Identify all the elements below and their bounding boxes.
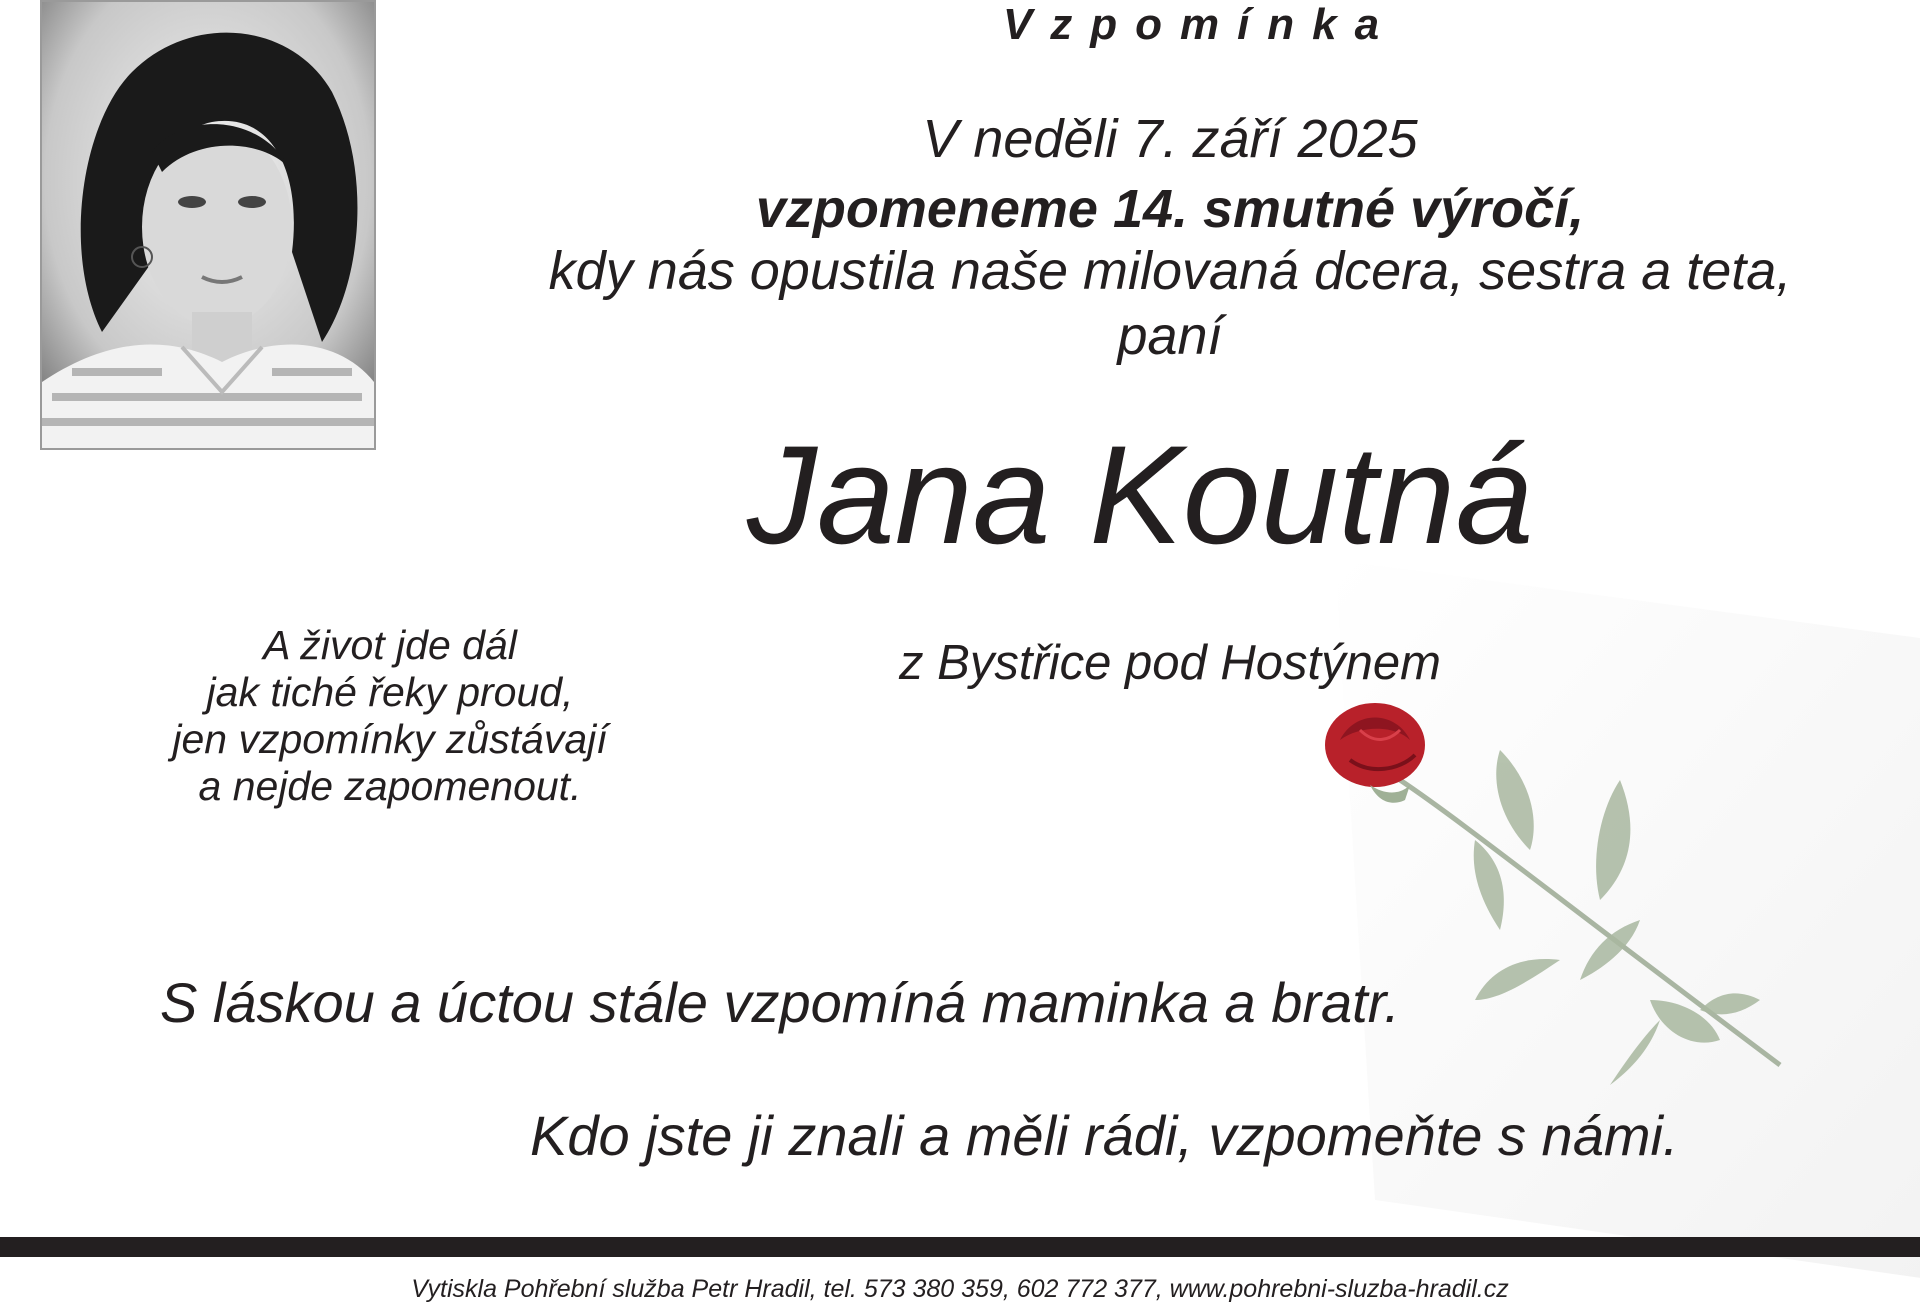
printer-credit: Vytiskla Pohřební služba Petr Hradil, tel. 573 380 359, 602 772 377, www.pohrebni-sluzba-hradil.cz — [411, 1275, 1509, 1303]
relationship-statement: kdy nás opustila naše milovaná dcera, sestra a teta, — [548, 241, 1792, 301]
poem-line: jak tiché řeky proud, — [206, 669, 574, 715]
honorific: paní — [1117, 306, 1223, 366]
memorial-poem — [100, 622, 680, 810]
divider — [0, 1237, 1920, 1257]
anniversary-statement: vzpomeneme 14. smutné výročí, — [755, 179, 1585, 239]
place-of-origin: z Bystřice pod Hostýnem — [899, 636, 1441, 690]
poem-line: A život jde dál — [263, 622, 517, 668]
poem-line: jen vzpomínky zůstávají — [172, 716, 608, 762]
portrait-image — [42, 2, 374, 448]
portrait-photo — [40, 0, 376, 450]
invitation-message: Kdo jste ji znali a měli rádi, vzpomeňte s námi. — [530, 1104, 1679, 1167]
deceased-name: Jana Koutná — [746, 416, 1534, 573]
remembrance-message: S láskou a úctou stále vzpomíná maminka a bratr. — [160, 971, 1400, 1034]
rose-illustration — [1300, 700, 1800, 1100]
poem-line: a nejde zapomenout. — [198, 763, 582, 809]
notice-title: Vzpomínka — [1002, 0, 1398, 49]
anniversary-date: V neděli 7. září 2025 — [922, 109, 1418, 169]
